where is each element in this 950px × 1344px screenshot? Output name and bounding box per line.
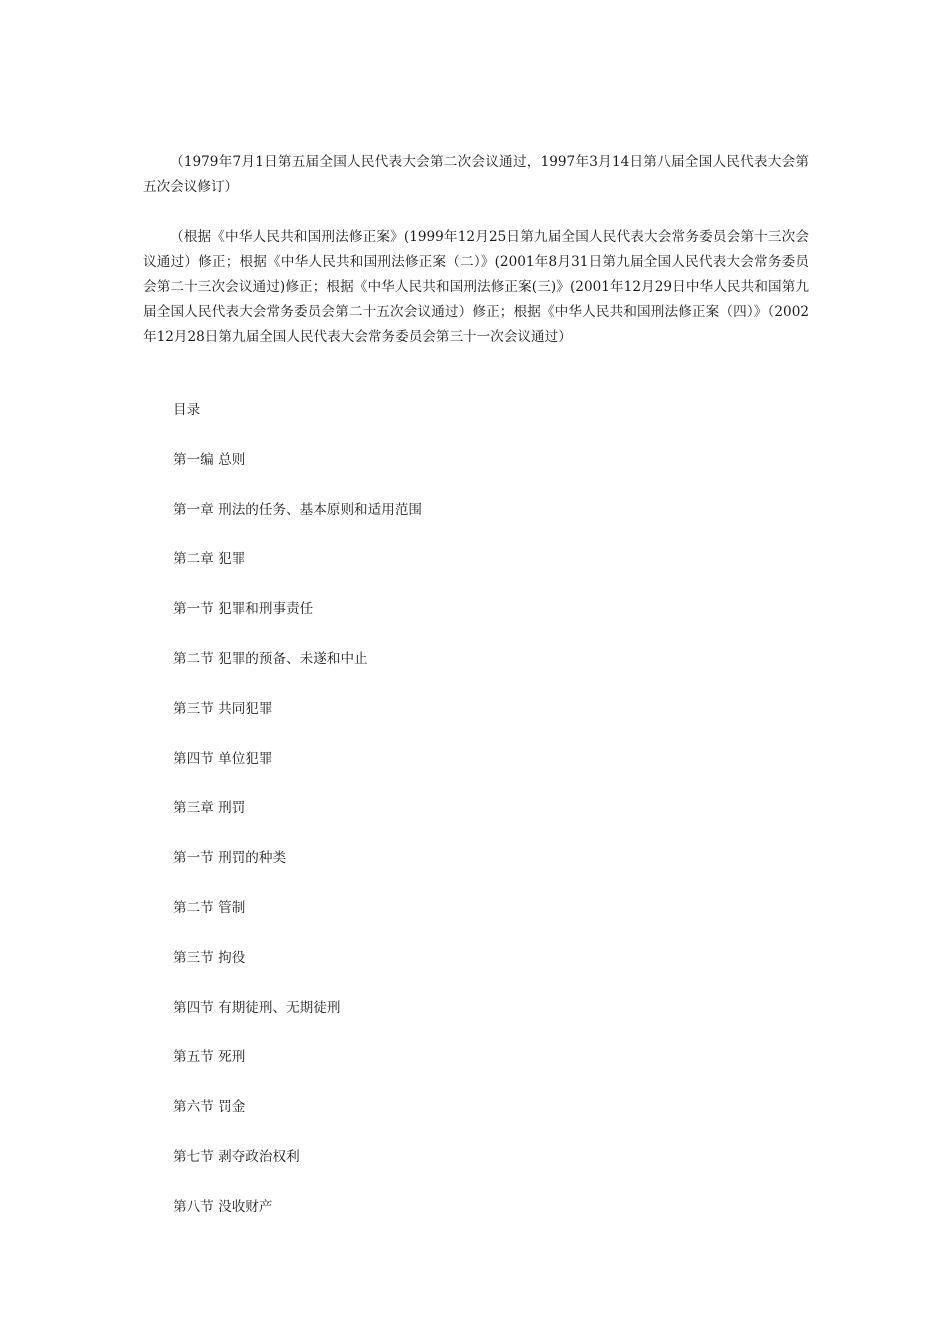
toc-item: 第七节 剥夺政治权利: [173, 1148, 300, 1165]
toc-item: 第一编 总则: [173, 451, 246, 468]
preamble-amendment-note: （根据《中华人民共和国刑法修正案》(1999年12月25日第九届全国人民代表大会常务委员会第十三次会议通过）修正；根据《中华人民共和国刑法修正案（二）》(2001年8月31日第九届全国人民代表大会常务委员会第二十三次会议通过)修正；根据《中华人民共和国刑法修正案(三)》(2001年12月29日中华人民共和国第九届全国人民代表大会常务委员会第二十五次会议通过）修正；根据《中华人民共和国刑法修正案（四）》（2002年12月28日第九届全国人民代表大会常务委员会第三十一次会议通过）: [143, 229, 809, 345]
preamble-adoption-note: （1979年7月1日第五届全国人民代表大会第二次会议通过，1997年3月14日第八届全国人民代表大会第五次会议修订）: [143, 154, 809, 195]
toc-item: 第二节 犯罪的预备、未遂和中止: [173, 650, 368, 667]
toc-item: 第二节 管制: [173, 899, 246, 916]
table-of-contents: [173, 398, 422, 1245]
toc-item: 第六节 罚金: [173, 1099, 246, 1116]
toc-item: 第一章 刑法的任务、基本原则和适用范围: [173, 501, 423, 518]
toc-item: 第一节 刑罚的种类: [173, 850, 287, 867]
toc-item: 第四节 有期徒刑、无期徒刑: [173, 999, 341, 1016]
toc-item: 第三章 刑罚: [173, 800, 246, 817]
toc-item: 第三节 拘役: [173, 949, 246, 966]
toc-heading: 目录: [173, 402, 201, 418]
toc-item: 第三节 共同犯罪: [173, 700, 273, 717]
toc-item: 第一节 犯罪和刑事责任: [173, 601, 314, 618]
toc-item: 第五节 死刑: [173, 1049, 246, 1066]
toc-item: 第二章 犯罪: [173, 551, 246, 568]
toc-item: 第四节 单位犯罪: [173, 750, 273, 767]
toc-item: 第八节 没收财产: [173, 1198, 273, 1215]
